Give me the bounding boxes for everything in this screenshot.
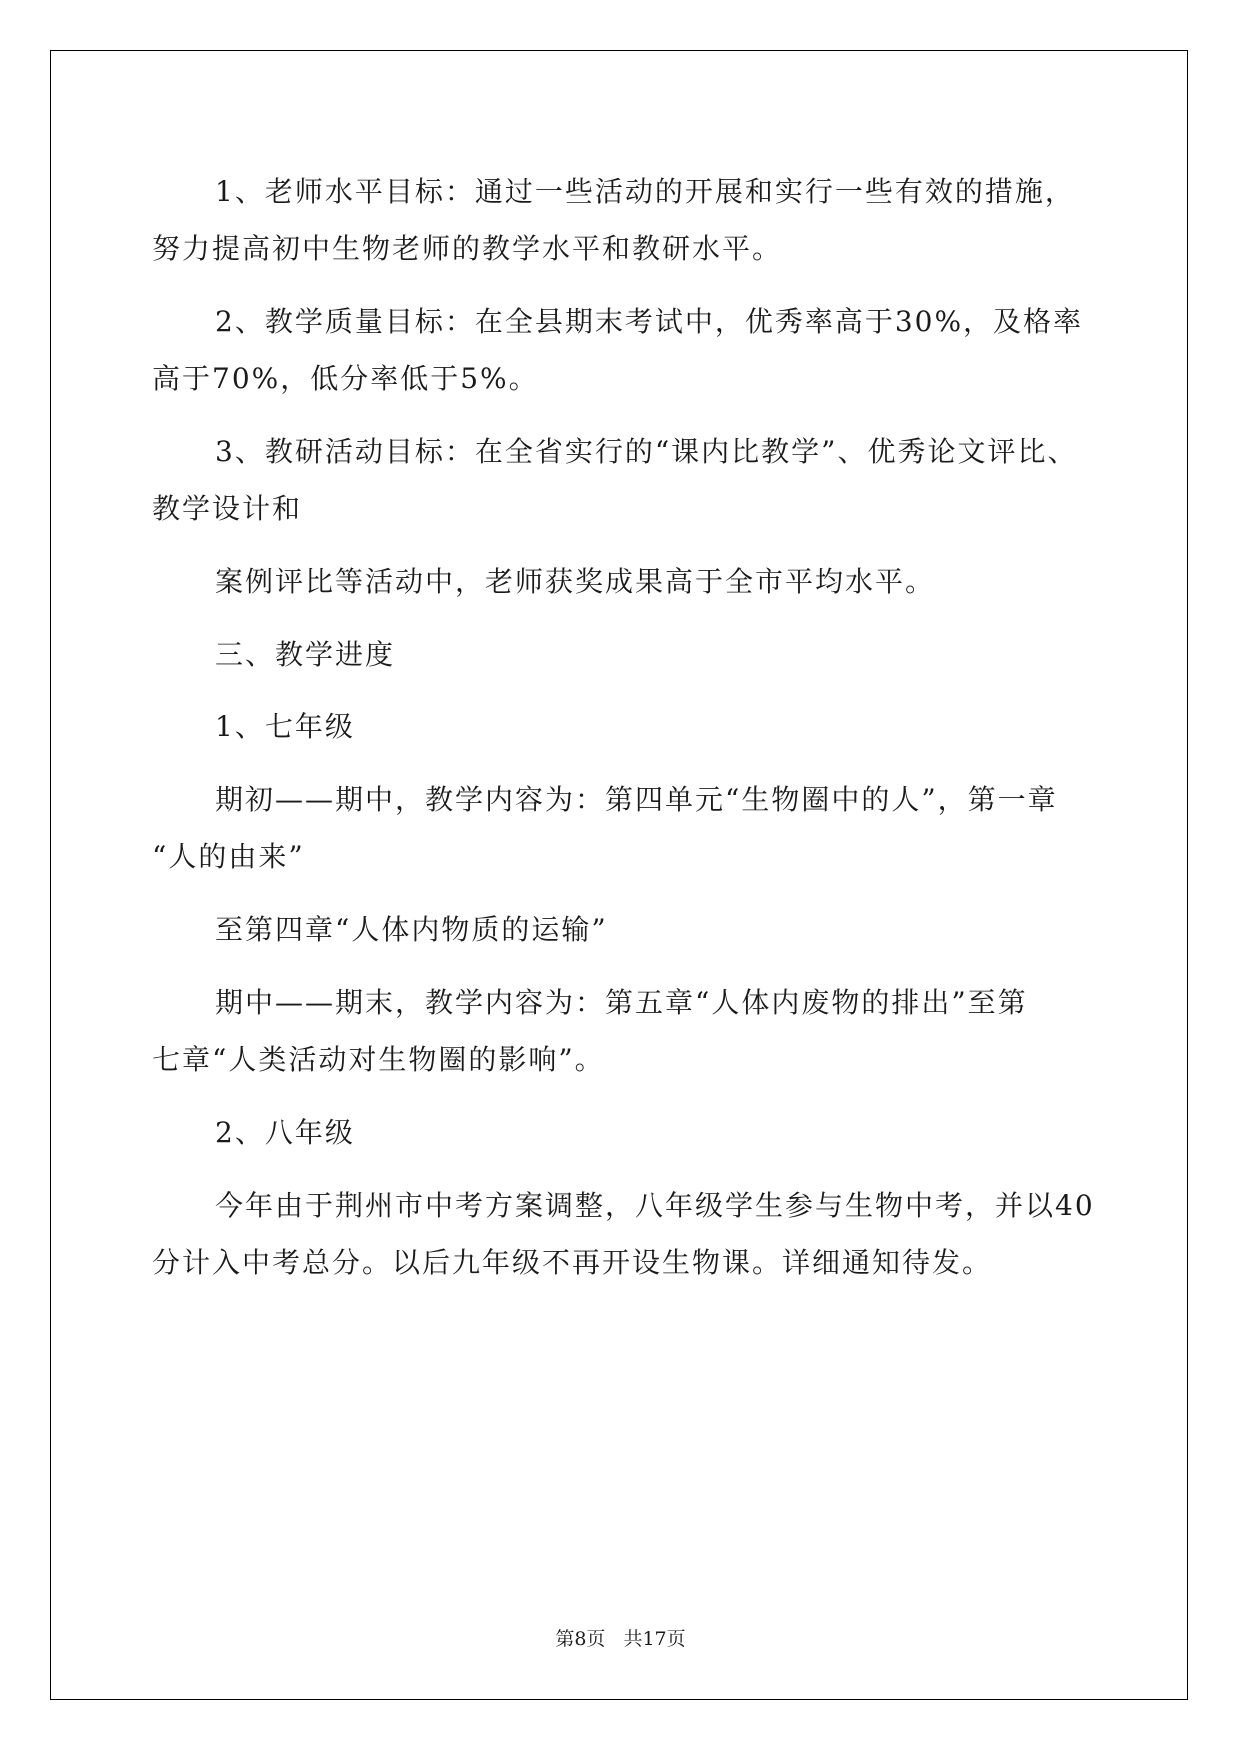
section-heading-progress: 三、教学进度: [215, 638, 396, 671]
goal-teacher-level-line1: 1、老师水平目标：通过一些活动的开展和实行一些有效的措施，: [215, 175, 1075, 208]
page-number: 第8页: [555, 1628, 606, 1650]
page-footer: [0, 1627, 1241, 1651]
page-border: [50, 50, 1188, 1700]
grade-eight-heading: 2、八年级: [215, 1116, 355, 1149]
goal-research-line1: 3、教研活动目标：在全省实行的“课内比教学”、优秀论文评比、: [215, 435, 1078, 468]
grade-seven-first-half-line1: 期初——期中，教学内容为：第四单元“生物圈中的人”，第一章: [215, 783, 1058, 816]
grade-eight-text-line1: 今年由于荆州市中考方案调整，八年级学生参与生物中考，并以40: [215, 1189, 1095, 1222]
grade-seven-first-half-line3: 至第四章“人体内物质的运输”: [215, 913, 608, 946]
grade-seven-second-half-line2: 七章“人类活动对生物圈的影响”。: [152, 1043, 605, 1076]
goal-quality-line1: 2、教学质量目标：在全县期末考试中，优秀率高于30%，及格率: [215, 305, 1084, 338]
grade-seven-first-half-line2: “人的由来”: [152, 840, 305, 873]
goal-quality-line2: 高于70%，低分率低于5%。: [152, 362, 539, 395]
grade-seven-heading: 1、七年级: [215, 710, 355, 743]
goal-teacher-level-line2: 努力提高初中生物老师的教学水平和教研水平。: [152, 232, 783, 265]
grade-eight-text-line2: 分计入中考总分。以后九年级不再开设生物课。详细通知待发。: [152, 1246, 993, 1279]
grade-seven-second-half-line1: 期中——期末，教学内容为：第五章“人体内废物的排出”至第: [215, 986, 1028, 1019]
page-total: 共17页: [623, 1628, 686, 1650]
goal-research-line3: 案例评比等活动中，老师获奖成果高于全市平均水平。: [215, 565, 936, 598]
goal-research-line2: 教学设计和: [152, 492, 303, 525]
